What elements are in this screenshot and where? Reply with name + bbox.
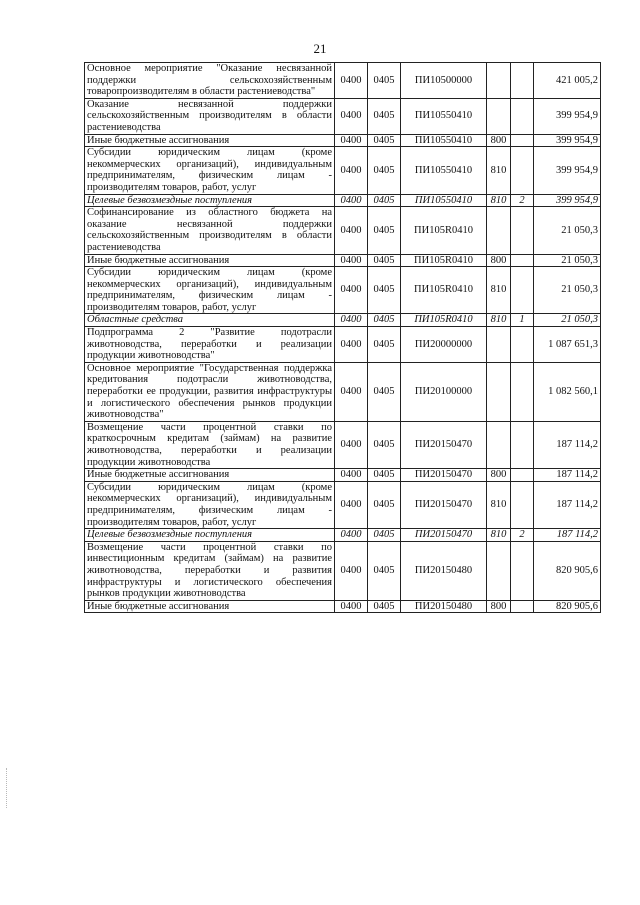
- row-target-article-cell: ПИ10550410: [401, 98, 487, 134]
- row-source-cell: [511, 362, 534, 421]
- row-subsection-code-cell: 0405: [368, 469, 401, 482]
- row-source-cell: 1: [511, 314, 534, 327]
- row-target-article-cell: ПИ105R0410: [401, 207, 487, 254]
- row-expense-type-cell: 810: [487, 529, 511, 542]
- row-name-cell: Областные средства: [85, 314, 335, 327]
- row-amount-cell: 421 005,2: [534, 63, 601, 99]
- table-row: [85, 194, 601, 207]
- row-source-cell: [511, 327, 534, 363]
- row-section-code-cell: 0400: [335, 98, 368, 134]
- row-section-code-cell: 0400: [335, 63, 368, 99]
- table-row: [85, 469, 601, 482]
- row-expense-type-cell: [487, 63, 511, 99]
- row-amount-cell: 399 954,9: [534, 98, 601, 134]
- table-row: [85, 267, 601, 314]
- table-row: [85, 63, 601, 99]
- row-section-code-cell: 0400: [335, 134, 368, 147]
- row-section-code-cell: 0400: [335, 541, 368, 600]
- row-source-cell: [511, 98, 534, 134]
- row-name-cell: Иные бюджетные ассигнования: [85, 134, 335, 147]
- row-expense-type-cell: [487, 207, 511, 254]
- row-section-code-cell: 0400: [335, 469, 368, 482]
- row-name-cell: Основное мероприятие "Государственная поддержка кредитования подотрасли животноводства, переработки ее продукции, развития инфраструктуры и логистического обеспечения рынков продукции животноводства": [85, 362, 335, 421]
- row-source-cell: [511, 469, 534, 482]
- table-row: [85, 327, 601, 363]
- row-target-article-cell: ПИ10550410: [401, 147, 487, 194]
- row-source-cell: 2: [511, 194, 534, 207]
- row-amount-cell: 187 114,2: [534, 481, 601, 528]
- row-expense-type-cell: 800: [487, 254, 511, 267]
- table-row: [85, 98, 601, 134]
- row-target-article-cell: ПИ20150470: [401, 481, 487, 528]
- row-subsection-code-cell: 0405: [368, 541, 401, 600]
- row-source-cell: [511, 63, 534, 99]
- row-subsection-code-cell: 0405: [368, 327, 401, 363]
- row-expense-type-cell: 800: [487, 469, 511, 482]
- row-amount-cell: 21 050,3: [534, 267, 601, 314]
- row-name-cell: Целевые безвозмездные поступления: [85, 194, 335, 207]
- row-subsection-code-cell: 0405: [368, 147, 401, 194]
- row-name-cell: Основное мероприятие "Оказание несвязанной поддержки сельскохозяйственным товаропроизводителям в области растениеводства": [85, 63, 335, 99]
- row-expense-type-cell: 810: [487, 147, 511, 194]
- row-subsection-code-cell: 0405: [368, 63, 401, 99]
- row-subsection-code-cell: 0405: [368, 267, 401, 314]
- table-row: [85, 314, 601, 327]
- row-target-article-cell: ПИ10500000: [401, 63, 487, 99]
- row-subsection-code-cell: 0405: [368, 254, 401, 267]
- row-amount-cell: 1 087 651,3: [534, 327, 601, 363]
- row-section-code-cell: 0400: [335, 254, 368, 267]
- row-target-article-cell: ПИ20150480: [401, 600, 487, 613]
- row-subsection-code-cell: 0405: [368, 600, 401, 613]
- row-amount-cell: 187 114,2: [534, 529, 601, 542]
- row-amount-cell: 399 954,9: [534, 194, 601, 207]
- row-expense-type-cell: 800: [487, 134, 511, 147]
- row-section-code-cell: 0400: [335, 600, 368, 613]
- table-row: [85, 529, 601, 542]
- table-row: [85, 207, 601, 254]
- row-subsection-code-cell: 0405: [368, 421, 401, 468]
- row-name-cell: Субсидии юридическим лицам (кроме некоммерческих организаций), индивидуальным предпринимателям, физическим лицам - производителям товаров, работ, услуг: [85, 481, 335, 528]
- row-amount-cell: 399 954,9: [534, 147, 601, 194]
- row-amount-cell: 21 050,3: [534, 254, 601, 267]
- row-section-code-cell: 0400: [335, 207, 368, 254]
- row-source-cell: [511, 421, 534, 468]
- row-source-cell: [511, 481, 534, 528]
- row-amount-cell: 21 050,3: [534, 314, 601, 327]
- row-expense-type-cell: [487, 362, 511, 421]
- table-row: [85, 134, 601, 147]
- row-source-cell: 2: [511, 529, 534, 542]
- row-target-article-cell: ПИ20150470: [401, 469, 487, 482]
- row-name-cell: Возмещение части процентной ставки по инвестиционным кредитам (займам) на развитие животноводства, переработки и развития инфраструктуры и логистического обеспечения рынков продукции животноводства: [85, 541, 335, 600]
- row-expense-type-cell: 800: [487, 600, 511, 613]
- row-amount-cell: 820 905,6: [534, 541, 601, 600]
- row-section-code-cell: 0400: [335, 327, 368, 363]
- row-expense-type-cell: 810: [487, 194, 511, 207]
- row-source-cell: [511, 267, 534, 314]
- row-amount-cell: 820 905,6: [534, 600, 601, 613]
- table-row: [85, 541, 601, 600]
- row-expense-type-cell: 810: [487, 267, 511, 314]
- row-name-cell: Субсидии юридическим лицам (кроме некоммерческих организаций), индивидуальным предпринимателям, физическим лицам - производителям товаров, работ, услуг: [85, 147, 335, 194]
- table-row: [85, 147, 601, 194]
- row-section-code-cell: 0400: [335, 481, 368, 528]
- row-section-code-cell: 0400: [335, 267, 368, 314]
- row-name-cell: Софинансирование из областного бюджета на оказание несвязанной поддержки сельскохозяйственным производителям в области растениеводства: [85, 207, 335, 254]
- row-name-cell: Целевые безвозмездные поступления: [85, 529, 335, 542]
- budget-table: [84, 62, 601, 613]
- row-amount-cell: 399 954,9: [534, 134, 601, 147]
- row-subsection-code-cell: 0405: [368, 194, 401, 207]
- row-section-code-cell: 0400: [335, 147, 368, 194]
- row-name-cell: Подпрограмма 2 "Развитие подотрасли животноводства, переработки и реализации продукции животноводства": [85, 327, 335, 363]
- budget-table-body: [85, 63, 601, 613]
- row-subsection-code-cell: 0405: [368, 314, 401, 327]
- row-amount-cell: 1 082 560,1: [534, 362, 601, 421]
- table-row: [85, 254, 601, 267]
- row-subsection-code-cell: 0405: [368, 529, 401, 542]
- row-amount-cell: 187 114,2: [534, 421, 601, 468]
- row-expense-type-cell: [487, 327, 511, 363]
- row-target-article-cell: ПИ20100000: [401, 362, 487, 421]
- row-expense-type-cell: [487, 98, 511, 134]
- row-target-article-cell: ПИ105R0410: [401, 254, 487, 267]
- row-source-cell: [511, 254, 534, 267]
- row-subsection-code-cell: 0405: [368, 98, 401, 134]
- row-source-cell: [511, 147, 534, 194]
- row-target-article-cell: ПИ10550410: [401, 194, 487, 207]
- row-name-cell: Оказание несвязанной поддержки сельскохозяйственным производителям в области растениеводства: [85, 98, 335, 134]
- row-target-article-cell: ПИ105R0410: [401, 267, 487, 314]
- row-section-code-cell: 0400: [335, 194, 368, 207]
- row-expense-type-cell: 810: [487, 481, 511, 528]
- row-target-article-cell: ПИ20000000: [401, 327, 487, 363]
- table-row: [85, 362, 601, 421]
- row-source-cell: [511, 541, 534, 600]
- row-source-cell: [511, 600, 534, 613]
- row-target-article-cell: ПИ20150470: [401, 529, 487, 542]
- table-row: [85, 481, 601, 528]
- table-row: [85, 600, 601, 613]
- row-section-code-cell: 0400: [335, 362, 368, 421]
- row-subsection-code-cell: 0405: [368, 362, 401, 421]
- row-name-cell: Субсидии юридическим лицам (кроме некоммерческих организаций), индивидуальным предпринимателям, физическим лицам - производителям товаров, работ, услуг: [85, 267, 335, 314]
- scan-edge-marks: [6, 768, 9, 808]
- row-subsection-code-cell: 0405: [368, 481, 401, 528]
- row-amount-cell: 21 050,3: [534, 207, 601, 254]
- row-section-code-cell: 0400: [335, 529, 368, 542]
- row-subsection-code-cell: 0405: [368, 134, 401, 147]
- row-source-cell: [511, 207, 534, 254]
- row-target-article-cell: ПИ105R0410: [401, 314, 487, 327]
- row-source-cell: [511, 134, 534, 147]
- page-number: 21: [313, 41, 327, 56]
- row-amount-cell: 187 114,2: [534, 469, 601, 482]
- table-row: [85, 421, 601, 468]
- row-section-code-cell: 0400: [335, 314, 368, 327]
- row-name-cell: Иные бюджетные ассигнования: [85, 469, 335, 482]
- row-section-code-cell: 0400: [335, 421, 368, 468]
- row-target-article-cell: ПИ10550410: [401, 134, 487, 147]
- row-expense-type-cell: [487, 421, 511, 468]
- row-subsection-code-cell: 0405: [368, 207, 401, 254]
- row-target-article-cell: ПИ20150470: [401, 421, 487, 468]
- row-name-cell: Иные бюджетные ассигнования: [85, 254, 335, 267]
- row-expense-type-cell: [487, 541, 511, 600]
- row-target-article-cell: ПИ20150480: [401, 541, 487, 600]
- row-expense-type-cell: 810: [487, 314, 511, 327]
- row-name-cell: Возмещение части процентной ставки по краткосрочным кредитам (займам) на развитие животноводства, переработки и реализации продукции животноводства: [85, 421, 335, 468]
- row-name-cell: Иные бюджетные ассигнования: [85, 600, 335, 613]
